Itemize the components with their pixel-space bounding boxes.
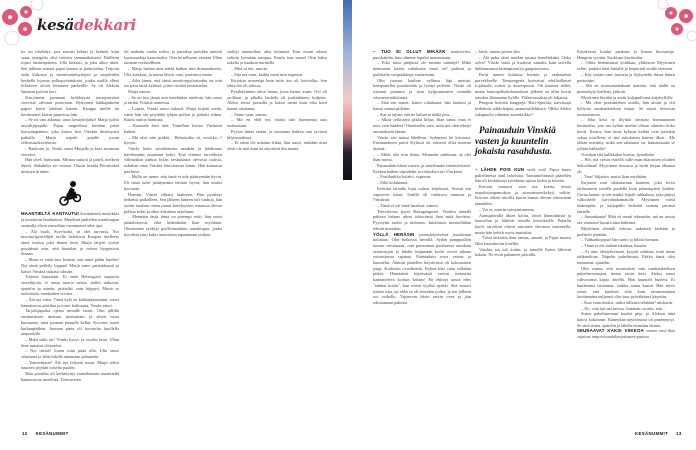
paragraph-text: – Postiluukku kolahti, sopersin. [377, 174, 432, 180]
paragraph-text: Myyttinen silmäili sohvaa, naksautti kieltään ja pudisteli päätään. [577, 225, 675, 237]
paragraph [577, 117, 675, 151]
right-column-2 [475, 49, 571, 258]
paragraph-text: Pysähdyimme talon luona, jossa kaisin asuin. Ovi oli raollaan, ja pihalla laidalla oli jonkinlainen kuljetus. Aleksi seisoi portailla ja katsoi meitä kuin olisi kotti kauan odottanut. [227, 88, 327, 112]
paragraph [21, 348, 119, 359]
paragraph [124, 66, 222, 77]
paragraph-text: Marja nauroi. [128, 88, 152, 94]
paragraph [21, 157, 119, 174]
paragraph [577, 226, 675, 237]
paragraph [227, 49, 327, 66]
paragraph [21, 117, 119, 146]
paragraph-text: Tarjoilijapoika ojensi minulle lasini. Otin pillillä ensimmäisen imaisun juomastani ja sitten vasta huomasin, mitä juoman pinnalla kellui. Kovotus nousi kurkunpäähän. Juoman pinta oli koristeltu kuollella ampiaisilla. [21, 308, 119, 337]
paragraph [227, 89, 327, 112]
flower-decoration-right [655, 0, 696, 45]
left-column-1 [21, 49, 119, 383]
paragraph [21, 229, 119, 258]
paragraph-text: – Sinä sen sanoit, lasten valtakunta, hän huokasi ja katsoi minua pitkään. [373, 100, 471, 112]
paragraph-text: – Voi ei, mutsin suivaantuneena. [479, 206, 535, 212]
paragraph-text: – Sinne vaan, sanoin. [231, 111, 268, 117]
paragraph [373, 100, 471, 111]
paragraph-text: – Marja haluaa aina tehdä kaiken niin dramaattisesti, Ulla kuiskasi, ja minut lävisti outo, puristava tunne. [124, 66, 222, 77]
paragraph-text: Hän siveli hartiotani. Mirnaa suruitti ja paleli, melkein itketti. Säikähdys sei voimat. Tilasin listalta Pörräisekai nimetyn drinkin. [21, 157, 119, 174]
paragraph-text: – Mä en muistamattakaan mainita, että täällä on pienenkyly kielletty, jatkoin. [577, 83, 675, 94]
paragraph-text: – Eikö kolahtanut. [377, 180, 409, 186]
paragraph [373, 209, 471, 232]
paragraph-text: – Se on tosi jännä asia meidänkin mielestä, hän sanoi ja tarttui Vinskiä ranteesta. [124, 94, 222, 106]
paragraph-text: porraskäytävästä kuuluvaan kolinaan. Olin hetkessä hereillä. Sydän pamppaillen nousin seisomaan, otin paremman puuhoessa asenkeni setonvarjon ja lähdin hiipimään kohti ovesti takana voimistavaa rapinaa. Painauduin ovea vasten ja kuuntelin. Äänistä päätellen käytävässä oli kokonainen jengi. Kurkistin ovisilmästä. Kylmä hiki valui selkääni pitkin. Hämärästä käytävästä erottui teräasetta kannatteleva kookas hahmo! En ehtinyt sanoa edes "tahdon kotiin", kun oveen iyyähti nyrkki. Sitä seurasi toinen isku, tai ehkä se oli sittenkin potku, ja sen jälkeen soi ovikello. Vapisevin käsin raotin ovea ja jäin odottamaan pahinta. [373, 231, 471, 305]
paragraph-text: loi iso riisähdys, jota seurasi kolaus ja helinää, kuin sataa triangelia olisi soitettu samanaikaisesti. Päällemi ropisi lasinsirpaleita. Ulla kirkaisi, ja joku alkoi itkeä. Sen jälkeen seurasi pajon huutoa ja jaokestelua. Tuijotin salin kirkossa ja treenivaatemyttyjen ja sirpaleiden keskellä lojuvaa polkupyöränkoria, jonka sisällä olleet tiiliskivet olivat levinneet parketille. Se oli Aleksin lainatun pyörän kori. [21, 49, 119, 94]
paragraph-text: – Se on taas alkanut, suuri kesäyttöjabzi! Marja julisti tarjoilijapojalle. Pojan suupielissä kävääni pieni hymyntapainen, joka katosi heti Vinskin ilmestyttyä paikalle. Marja sopotti pojalle jotain erikoisruokavaliosta. [21, 117, 119, 146]
paragraph-text: – Sitä mä vaan, kaikki meni niin nopeasti. [231, 71, 304, 77]
paragraph [124, 95, 222, 106]
right-column-3 [577, 49, 675, 340]
paragraph-text: Käytävästä kuului paukaus ja litania kirosanoja. Hengitin syvään. Kurkistin käytävään. [577, 49, 675, 60]
paragraph [373, 60, 471, 77]
paragraph-text: Kirjanen osui tahkasarnan kanteen, joka levisi olohuoneen toiselle puolelle kuin pienempieni fitaben. Uurna kaatui, ja sen sisältä leijaili tuhkakasa, joka päätyi valkoiselle karvalankamatolle. Myyttinen väisti taaksepäin, ja kaljapullo keikahti uurnan perässä lattialle. [577, 180, 675, 214]
paragraph-text: Vinskin isä tuli kotiin, ja nimellä Kaino lähtivät kalaan. Ne eivät palanneet päivällä. [475, 246, 571, 258]
paragraph-text: – Joka kesä se illyttää omistau hurmaamaan kesätyttön, jota me kyläin miehet ollaan odotettu koko kevät. Katsos, kun tässä kylässä kaikki ovat jotenkin sukua toisilleen, ei sitä sukulaisen kanssa ilkeä... Me ollaan miettitty, mikä sen salaisuus on, kumauttaake se jollain kalikalla? [577, 117, 675, 151]
lead-in: SEURAAVAT KAKSI VIIKKOA [577, 328, 644, 334]
paragraph-text: vielä voit! Pipsa huusi puhelimessa äänl falsettina. Taustamölinästä päätellen hän oli keskittynyt työnbaun sijasta kodin ja kiireen. [475, 166, 571, 184]
paragraph-text: Olin juossut kauhun vallassa läpi metsän, kompastellut juurakoihin ja lyönyt polveni. Vinski oli riisunut paitansa ja istui kylpyammeen reunalla väsyneen näköisenä. [373, 77, 471, 100]
folio-right: KESÄNUMMIT 13 [635, 431, 682, 436]
paragraph-text: – Nyt riittää! Jotain rotia pitää olla, Ulla sanoi vihaisena ja lähti tiskille antamaan palautetta. [21, 348, 119, 360]
sunset-photo-strip [343, 0, 352, 180]
paragraph [373, 135, 471, 152]
paragraph-text: – Tämä ei ole mitään hauskaa, huusin. [581, 242, 647, 248]
paragraph [373, 186, 471, 203]
paragraph [21, 146, 119, 157]
paragraph [21, 360, 119, 371]
paragraph-text: – Jäisit, sanoin peiton alta. [475, 49, 521, 54]
paragraph-text: – Aika jännä, että tämä moottoripyöräsouhu on niin iso juttu tässä kylässä, yritin virittää keskustelua. [124, 77, 222, 89]
paragraph [227, 140, 327, 151]
paragraph [373, 78, 471, 101]
lead-in: – TUO EI OLLUT MIKÄÄN [373, 49, 446, 54]
paragraph [227, 129, 327, 140]
paragraph-text: sisähyi saunavihta, aika kolmasti. Kun otsani tahtoo vahtiin lyömään rumpua, Kuulu taas mana! Otin kaksi askelta ja kaaduin nurmelle. [227, 49, 327, 66]
paragraph-text: – Eikö tässä pitäjässä ole mitään sääntöjä? Mikä hemmetin lasten valtakunta tämä on? puhisin ja pudistelin savipaakkuja vaatteistani. [373, 60, 471, 77]
paragraph-text: – Mutsi ei enää ensi kesänä, sitä minä pidän huolen! Nyt tämä pelleily loppuu! Marja sanoi painokkaasti ja katsoi Vinskiä tiukasti silmiin. [21, 257, 119, 274]
paragraph [475, 247, 571, 258]
paragraph-text: Voisihan sitä kalikkakin kutsua, hymähdin. [581, 151, 655, 157]
paragraph-text: – Rauhoitu jo, Vinski sanoi Marjalle ja kävi istumaan viereeni. [21, 145, 119, 157]
paragraph [475, 184, 571, 207]
paragraph-text: – Tämä ei ole enää hauskaa, sanoin. [377, 202, 439, 208]
paragraph-text: Pengoin keittiön kaappeja. Hart-Sporttia, kaivattuja hedelmiä, näkkileipää, ananassäilykkeitä. Olliko Aleksi sakupuolta vahtanut anorektikko? [475, 100, 571, 117]
paragraph-text: – Tuhkanhoppua! hän sanoi ja hihitti hieman. [581, 237, 659, 243]
paragraph [475, 100, 571, 117]
paragraph [475, 213, 571, 236]
paragraph [21, 371, 119, 382]
paragraph-text: teatteriviisi, puuskahdin, kun olimme lopulta asunnossani. [373, 49, 472, 60]
paragraph-text: – Tästä tarkoitin ihan samaa, sanoin, ja Pipsa maasti läksi kaasukoriin hotellin. [475, 235, 571, 247]
paragraph [21, 257, 119, 274]
paragraph [373, 49, 471, 60]
paragraph-text: – No, voin kai mä kertoa. Juttuhan on niin, että... [581, 305, 666, 311]
paragraph [577, 157, 675, 174]
paragraph-text: – Mä en ehdi nyt, mutta tule huomenna taas raubuotaan. [227, 117, 327, 129]
paragraph-text: – Jumankauta! Mitä sä menit tekemään, mä en tuosta ota vastuuta! huusin ääni käheänä. [577, 214, 675, 226]
paragraph-text: Aamupäivällä ilkien kotiin, toiset lämmitinistä ja haavoihin ja lähtivät toiselle kierrokselle. Puhelin kuoli, tarvittiin oltivat sanoneet olevansa teattenella, mutta hän kehitti myös muitakin. [475, 212, 571, 235]
paragraph-text: Mau porukka oli kerkittynyt siunailemaan maantieltä kantautuvaa metelistä. Tienvarteen [21, 371, 119, 382]
paragraph-text: ennen ensi-iltaa sujuivat improvisaatioharjoitusten parissa [577, 328, 675, 340]
paragraph [577, 266, 675, 300]
section-title: kesädekkari [37, 16, 136, 34]
paragraph-text: – Ei tämä ole mikään leikki, hän sanoi, mitkään asiat eivät ole niin kuin ne näyttävät din mauta. [227, 140, 327, 151]
paragraph [21, 297, 119, 308]
paragraph-text: Myyttinen hörähti ja asetti kaljapullonsa kirjahyllylle. [581, 94, 674, 100]
paragraph [577, 328, 675, 339]
paragraph [373, 232, 471, 306]
paragraph-text: – Mitä sä teit, sanoin. [231, 66, 268, 72]
paragraph-text: Vinski veti minut lähelleen. Sydämeni löi kiivaasti. Ensimmäinen päivä Kylässä oli totisesti ollut tunteita täynnä. [373, 134, 471, 151]
paragraph-text: – Mennään tästä, tämä on parempi reitti, hän sanoi päättäväisesti, eikä hetkeäkään liian myöhään. Ohitsemme syöksyi graffitimaalattu rantakirppu, jonka kyydissä istui kaksi asemiaisia tapaamaani poikaa. [124, 214, 222, 237]
paragraph-text: – Mikä sulla on? Vinski kysyi, ja osoitin lasia. Ullan ilme muuttui vihaiseksi. [21, 336, 119, 348]
left-column-3 [227, 49, 327, 152]
paragraph-text: Hymiin. Vinski vilkaisi taakseen. Hän pysähtyi hetkeksi paikolleen. Sen jälkeen häneen tuli vauhtia, hän työnsi ruukuin ottein minut kävelyyteen reunassa olevaa polkua kohti ja alkoi kiiruhtaa askeleaan. [124, 191, 222, 214]
paragraph-text: – Mä olen niin poikki... Haluaisitko sä, voisitko...? kysyin. [124, 134, 222, 146]
paragraph-text: kovaäänistä musiikkia ja moottorin huudatusta. Metelistä päätellen soraikuupan saumalla olivat menolään varminaiset aika-ajot. [21, 211, 119, 228]
paragraph [227, 78, 327, 89]
paragraph-text: – Mitäs olet niin ihana. Mennään suihkuun, sä olet ihan mosta. [373, 151, 471, 163]
paragraph [577, 249, 675, 266]
paragraph-text: – Alkaa selkiintyä pikku hiljaa. Ihan sama, mua ei nois vain häädetä! Ilmoittelen vain, mitä mä olen tehnyt ansaitakseni tämän. [373, 117, 471, 134]
paragraph [124, 123, 222, 134]
paragraph [475, 235, 571, 246]
paragraph [124, 78, 222, 89]
paragraph [577, 60, 675, 71]
paragraph-text: – Äiä nyt viitsi. Tämä kylä on kahtiajakautunut, toiset kannattavat urheilua ja toiset kulttuuria, Vinski sanoi. [21, 297, 119, 308]
paragraph-text: Siirryimme puimaan hyökkäystä seurojentalon viereisiä olevaan pitseriaan. Ryttyinen kakkapaketin paperi kiersi kädestä käteen. Kauppa meille tai kesäteatteri käristi paperissa luki. [21, 94, 119, 117]
paragraph-text: – Ai niin, tähtiyksenaan, kysytti sohittaa, mitä maan tuhkaseltiaa. Näpelin puhelintani. Pakko tämä olisi tunnustaa, ajattelin. [577, 248, 675, 266]
pull-quote: Painauduin Vinskiä vasten ja kuuntelin jokaista rasahdusta. [475, 126, 556, 158]
paragraph [577, 180, 675, 214]
paragraph [373, 163, 471, 174]
paragraph-text: – Oltiin heittämässä yötikkaa, yläkerran Myyttinen selitti, pudotti tikat lattialle ja hoiperteli sisälle eteiseen. [577, 60, 675, 72]
paragraph-text: – Mulla on tunne, että tämä ei tule päättymään hyvin. Eli tämä tulee päättymään erittäin hyvin, hän mutisi korvaani. [124, 174, 222, 191]
paragraph-text: Televisiossa pyöri Rottagangsteri. Vinskin äänellä puhuva hahmo uhosi tokaviinsä ihan mitä huvittaa. Pyysiytin taolin ja nielaisin. Intohimon nimisellähän tehtiin murtakin. [373, 208, 471, 231]
paragraph-text: – Hei, mä voisin esitellä sulle mun ekaosttien oluiden kokoelman! Myyttinen innostui ja heitti kirjan olkansa yli. [577, 157, 675, 174]
paragraph [475, 55, 571, 72]
paragraph-text: – Mä olen perusmiehen asialla, hän aloitti ja otti hyllystä ranskankielisen kirjan. Se näytti kertovan nostarainosta. [577, 100, 675, 117]
paragraph [124, 146, 222, 175]
paragraph-text: Sitten puhelimestani kuului piip, ja Aleksin ääni katosi kokonaan. Kännykän näyttöruutu oli pimentynyt. Se siitä sitten, ajattelin ja lähdin etsimään laturia. [577, 311, 675, 328]
paragraph-text: Olin varma, että tavoittaisin vain ranskankielisen puhelinvastaajan, mutta toisin kävi. Aleksi sanoi vahvoransa kirjan äärellä. Hän kuunteli huolesi. Ei kuulemma haitannut, vaikka uurna kaatui. Hän myös sanoi, että kuulosti siltä kuin tavanomainen kesäinaatteriruljanssi olisi taas pyörähtänyt käyntiin. [577, 265, 675, 300]
paragraph-text: – Lopeta, Vinski sanoi tiukasti. Marja tuijotti mettä, sitten hän otti pöydältä tyhjän pullon ja pohalsi siihen. Kuulu outtoa huminaa. [124, 106, 222, 123]
paragraph-text: – Kuuntele Suvi tätä. Tämä'hini kertoo Vinskistä kaiken. [124, 123, 222, 134]
left-column-2 [124, 49, 222, 237]
paragraph-text: Kirjoitin avarempi kuin mitä itse oli kuvitellut. Sen takia dre oli talossa. [227, 77, 327, 89]
paragraph-text: Pyysin hänet sisään, ja istuimme hetken tain syvässä hiljaisuudessa. [227, 128, 327, 140]
lead-in: – LÄHDE POIS KUN [475, 166, 525, 172]
paragraph [577, 214, 675, 225]
paragraph-text: Kerroin tarmasti vain osa koetta, testaa impulssitaipumuksia ja stressinsietokykyä, selitin. Kerroin oikein täysillä luurin minun olevan oikeastaan jännääkin. [475, 184, 571, 207]
paragraph [577, 72, 675, 83]
paragraph [475, 72, 571, 101]
paragraph [21, 337, 119, 348]
folio-left: 12 KESÄNUMMIT [22, 431, 69, 436]
paragraph-text: oli raahattu vanha sohva, ja paraikaa porukka asetteli karsiutuoleja katsomoksi. Otin kiitollisena vastaan Ullan tuoman vesilasillisen. [124, 49, 222, 66]
motocross-rider-icon [21, 180, 119, 206]
paragraph-text: Parin tunnin kuluttua heräsin ja raahauduin parvekkeelle. Tienpengertä koristivat edellisillaiset rojahuolit, roskat ja muovipussit. Oli kaamea nälkä, mutta kuntopolkukokemuksen jälkeen en ollut kovin innokas lähtemään kylille. Yläkerrassakin oli hiljaista. [475, 71, 571, 100]
lead-in: MAANTIELTÄ KANTAUTUI [21, 211, 79, 217]
paragraph [124, 106, 222, 123]
paragraph [21, 49, 119, 95]
paragraph [124, 174, 222, 191]
paragraph [577, 100, 675, 117]
paragraph-text: Keittiön lattialla lojui ruskea kirjekuori. Avasin sen vapisevin käsin. Sisällä oli valokuva minusta ja Vinskistä. [373, 185, 471, 203]
paragraph [577, 311, 675, 328]
paragraph-text: Painauduin häntä vasten, ja suutelimme intensiivisesti. Kesken kaiken säpsähdin ja vetäydyin irti Vinskistä. [373, 163, 471, 174]
paragraph [373, 117, 471, 134]
paragraph [124, 49, 222, 66]
lead-in: YÖLLÄ HERÄSIN [373, 231, 415, 237]
paragraph [21, 95, 119, 118]
right-column-1 [373, 49, 471, 306]
paragraph [124, 214, 222, 237]
paragraph [577, 83, 675, 94]
paragraph [21, 211, 119, 228]
paragraph-text: Tuijotin lautastani. Ei enää Helsingistä saapuvia vierailijoita, ei uusia nuoria naisia, sitäkö tarkoitat, ajattelin ja mietin, pitäisikö vain hiippyä. Mutta se tarkoittaisi vandaalien voittoa. [21, 274, 119, 297]
paragraph [21, 274, 119, 297]
paragraph [124, 135, 222, 146]
paragraph-text: – Älä puhu tästä meidän jutusta kenellekään. Onko selvä? Vinski sanoi ja kuulosti samalta kuin talvella dubbaamassa lastenpiirretyn gangsterirotta. [475, 54, 571, 72]
paragraph [124, 192, 222, 215]
paragraph [475, 167, 571, 184]
paragraph-text: Vinski heitti savukkeensa maahan ja lähdimme kävelemään asuntoani kohti. Kun olimme turvallisen välimatkan päässä kylän keskustasta olevasta raitista, uskalsin ottaa Vinskiä käsivarresta kiinni. Hän kumartui puoleeni. [124, 145, 222, 174]
paragraph [227, 117, 327, 128]
paragraph-text: – Kai sä tajuat, että ne haluavat täältä pois... [377, 111, 453, 117]
paragraph-text: – Kun vaan tietäisi, miksi tällaista tehdään? niiskutin. [581, 299, 674, 305]
paragraph-text: – Teatterikaste! Älä nyt leikistä suutu, Marja selitti nauraen pöydän toiselta puolen. [21, 359, 119, 371]
paragraph-text: – Varo! kiljaisin, mutta liian myöhään. [581, 174, 648, 180]
paragraph [577, 49, 675, 60]
paragraph [373, 152, 471, 163]
paragraph-text: – Käy sisään vain, mutisin ja löyhyttelin ilmaa hänen perässään. [577, 71, 675, 83]
paragraph [21, 308, 119, 337]
paragraph-text: – Älä huoli, Suvi-kulta, sä olet turvassa. Noi moottoripyöräilijät tuolla halaisivat Kaupan itselleen, tämä toistuu joka ikinen kesä, Marja tärjytti syrkin pöytäänsä niin, että haarukat ja veitset hyppäsivät ilmaan. [21, 228, 119, 257]
